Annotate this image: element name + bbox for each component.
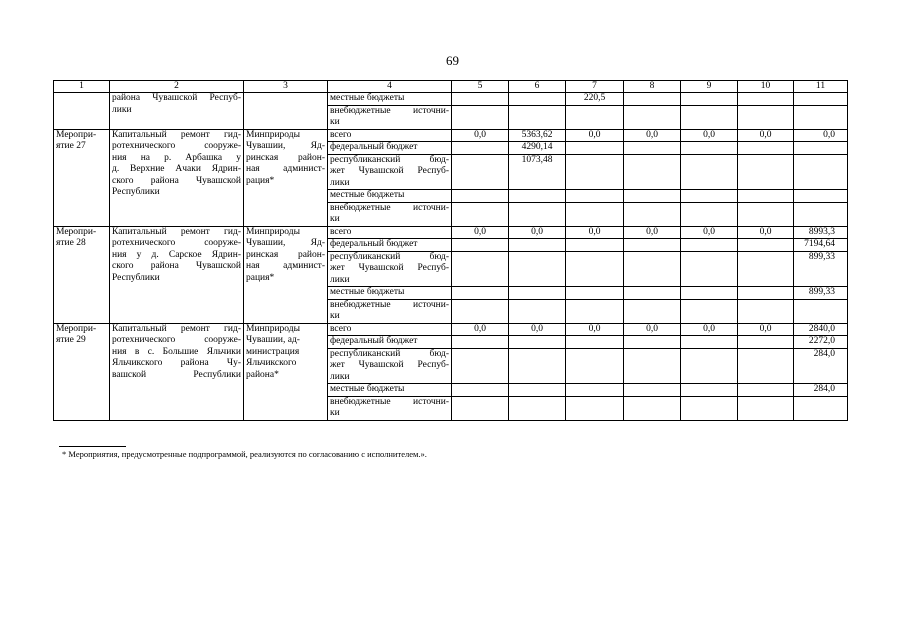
header-cell: 11 bbox=[794, 81, 848, 93]
value-cell bbox=[566, 384, 624, 397]
source-cell: внебюджетные источни- ки bbox=[328, 396, 452, 420]
footnote: * Мероприятия, предусмотренные подпрограммой, реализуются по согласованию с исполнителем.». bbox=[62, 449, 427, 459]
header-cell: 7 bbox=[566, 81, 624, 93]
value-cell: 0,0 bbox=[624, 226, 681, 239]
header-cell: 4 bbox=[328, 81, 452, 93]
header-cell: 9 bbox=[681, 81, 738, 93]
measure-label-cell: Меропри- ятие 29 bbox=[54, 323, 110, 420]
value-cell: 8993,3 bbox=[794, 226, 848, 239]
value-cell bbox=[509, 336, 566, 349]
value-cell bbox=[566, 287, 624, 300]
table-row bbox=[54, 226, 848, 239]
value-cell: 0,0 bbox=[566, 226, 624, 239]
value-cell: 0,0 bbox=[509, 323, 566, 336]
value-cell bbox=[452, 239, 509, 252]
value-cell bbox=[452, 93, 509, 106]
table-row bbox=[54, 129, 848, 142]
value-cell bbox=[624, 336, 681, 349]
value-cell bbox=[624, 142, 681, 155]
funding-table bbox=[53, 80, 848, 421]
value-cell bbox=[624, 154, 681, 190]
value-cell bbox=[738, 336, 794, 349]
header-cell: 2 bbox=[110, 81, 244, 93]
value-cell bbox=[794, 154, 848, 190]
value-cell bbox=[681, 396, 738, 420]
value-cell bbox=[566, 142, 624, 155]
source-cell: местные бюджеты bbox=[328, 287, 452, 300]
header-cell: 5 bbox=[452, 81, 509, 93]
source-cell: внебюджетные источни- ки bbox=[328, 299, 452, 323]
value-cell bbox=[452, 190, 509, 203]
executor-cell: Минприроды Чувашии, Яд- ринская район- ная админист- рация* bbox=[244, 129, 328, 226]
value-cell bbox=[794, 190, 848, 203]
value-cell bbox=[509, 396, 566, 420]
value-cell bbox=[452, 336, 509, 349]
value-cell bbox=[566, 348, 624, 384]
value-cell bbox=[624, 105, 681, 129]
value-cell bbox=[738, 384, 794, 397]
value-cell bbox=[509, 105, 566, 129]
value-cell bbox=[509, 202, 566, 226]
value-cell: 1073,48 bbox=[509, 154, 566, 190]
source-cell: республиканский бюд- жет Чувашской Респуб- лики bbox=[328, 154, 452, 190]
source-cell: внебюджетные источни- ки bbox=[328, 202, 452, 226]
value-cell: 0,0 bbox=[681, 323, 738, 336]
executor-cell: Минприроды Чувашии, ад- министрация Яльчикского района* bbox=[244, 323, 328, 420]
table-row bbox=[54, 323, 848, 336]
value-cell: 0,0 bbox=[624, 129, 681, 142]
table-row bbox=[54, 93, 848, 106]
value-cell bbox=[681, 202, 738, 226]
value-cell bbox=[794, 93, 848, 106]
header-cell: 8 bbox=[624, 81, 681, 93]
value-cell bbox=[509, 348, 566, 384]
value-cell bbox=[738, 299, 794, 323]
value-cell bbox=[681, 287, 738, 300]
source-cell: всего bbox=[328, 323, 452, 336]
value-cell: 0,0 bbox=[794, 129, 848, 142]
value-cell bbox=[624, 239, 681, 252]
value-cell bbox=[452, 396, 509, 420]
header-cell: 10 bbox=[738, 81, 794, 93]
value-cell bbox=[624, 202, 681, 226]
value-cell bbox=[452, 202, 509, 226]
source-cell: федеральный бюджет bbox=[328, 239, 452, 252]
value-cell bbox=[509, 287, 566, 300]
value-cell bbox=[681, 251, 738, 287]
value-cell: 0,0 bbox=[452, 129, 509, 142]
value-cell bbox=[794, 105, 848, 129]
source-cell: федеральный бюджет bbox=[328, 336, 452, 349]
value-cell: 0,0 bbox=[509, 226, 566, 239]
value-cell bbox=[681, 190, 738, 203]
value-cell bbox=[509, 93, 566, 106]
source-cell: внебюджетные источни- ки bbox=[328, 105, 452, 129]
value-cell bbox=[738, 251, 794, 287]
measure-name-cell: района Чувашской Респуб- лики bbox=[110, 93, 244, 130]
value-cell bbox=[566, 299, 624, 323]
value-cell: 0,0 bbox=[681, 129, 738, 142]
value-cell bbox=[738, 202, 794, 226]
value-cell: 0,0 bbox=[452, 323, 509, 336]
measure-name-cell: Капитальный ремонт гид- ротехнического сооруже- ния на р. Арбашка у д. Верхние Ачаки Ядрин- ского района Чувашской Республики bbox=[110, 129, 244, 226]
value-cell bbox=[566, 396, 624, 420]
value-cell bbox=[566, 190, 624, 203]
source-cell: всего bbox=[328, 226, 452, 239]
value-cell bbox=[509, 251, 566, 287]
value-cell: 0,0 bbox=[624, 323, 681, 336]
value-cell bbox=[738, 93, 794, 106]
measure-name-cell: Капитальный ремонт гид- ротехнического сооруже- ния в с. Большие Яльчики Яльчикского района Чу- вашской Республики bbox=[110, 323, 244, 420]
measure-name-cell: Капитальный ремонт гид- ротехнического сооруже- ния у д. Сарское Ядрин- ского района Чувашской Республики bbox=[110, 226, 244, 323]
page-number: 69 bbox=[446, 53, 459, 68]
value-cell: 220,5 bbox=[566, 93, 624, 106]
value-cell: 0,0 bbox=[452, 226, 509, 239]
source-cell: местные бюджеты bbox=[328, 190, 452, 203]
source-cell: республиканский бюд- жет Чувашской Респуб- лики bbox=[328, 251, 452, 287]
value-cell bbox=[566, 202, 624, 226]
value-cell: 7194,64 bbox=[794, 239, 848, 252]
value-cell bbox=[624, 384, 681, 397]
value-cell bbox=[566, 336, 624, 349]
value-cell: 899,33 bbox=[794, 251, 848, 287]
value-cell bbox=[566, 105, 624, 129]
value-cell bbox=[681, 384, 738, 397]
source-cell: федеральный бюджет bbox=[328, 142, 452, 155]
value-cell bbox=[681, 299, 738, 323]
value-cell bbox=[738, 142, 794, 155]
value-cell: 0,0 bbox=[566, 323, 624, 336]
value-cell bbox=[566, 251, 624, 287]
value-cell bbox=[738, 105, 794, 129]
value-cell bbox=[794, 142, 848, 155]
value-cell bbox=[681, 348, 738, 384]
value-cell bbox=[452, 251, 509, 287]
source-cell: местные бюджеты bbox=[328, 384, 452, 397]
value-cell: 5363,62 bbox=[509, 129, 566, 142]
value-cell bbox=[738, 190, 794, 203]
value-cell bbox=[681, 336, 738, 349]
value-cell bbox=[794, 202, 848, 226]
value-cell bbox=[681, 93, 738, 106]
value-cell bbox=[624, 287, 681, 300]
source-cell: местные бюджеты bbox=[328, 93, 452, 106]
value-cell: 0,0 bbox=[738, 129, 794, 142]
value-cell bbox=[794, 396, 848, 420]
value-cell bbox=[452, 142, 509, 155]
value-cell bbox=[509, 299, 566, 323]
value-cell bbox=[624, 93, 681, 106]
value-cell bbox=[566, 154, 624, 190]
value-cell: 0,0 bbox=[681, 226, 738, 239]
value-cell bbox=[624, 299, 681, 323]
footnote-divider bbox=[59, 446, 126, 447]
executor-cell bbox=[244, 93, 328, 130]
value-cell: 2840,0 bbox=[794, 323, 848, 336]
header-row bbox=[54, 81, 848, 93]
value-cell bbox=[681, 239, 738, 252]
executor-cell: Минприроды Чувашии, Яд- ринская район- ная админист- рация* bbox=[244, 226, 328, 323]
value-cell bbox=[738, 396, 794, 420]
value-cell bbox=[738, 287, 794, 300]
source-cell: всего bbox=[328, 129, 452, 142]
value-cell bbox=[452, 105, 509, 129]
value-cell bbox=[738, 348, 794, 384]
value-cell: 0,0 bbox=[566, 129, 624, 142]
value-cell bbox=[452, 287, 509, 300]
measure-label-cell bbox=[54, 93, 110, 130]
source-cell: республиканский бюд- жет Чувашской Респуб- лики bbox=[328, 348, 452, 384]
value-cell bbox=[681, 105, 738, 129]
value-cell: 4290,14 bbox=[509, 142, 566, 155]
value-cell bbox=[681, 142, 738, 155]
value-cell bbox=[566, 239, 624, 252]
value-cell bbox=[452, 299, 509, 323]
header-cell: 1 bbox=[54, 81, 110, 93]
value-cell: 284,0 bbox=[794, 384, 848, 397]
value-cell bbox=[624, 251, 681, 287]
value-cell bbox=[738, 154, 794, 190]
measure-label-cell: Меропри- ятие 27 bbox=[54, 129, 110, 226]
value-cell bbox=[509, 384, 566, 397]
value-cell: 0,0 bbox=[738, 323, 794, 336]
header-cell: 6 bbox=[509, 81, 566, 93]
value-cell bbox=[452, 384, 509, 397]
header-cell: 3 bbox=[244, 81, 328, 93]
value-cell bbox=[624, 348, 681, 384]
measure-label-cell: Меропри- ятие 28 bbox=[54, 226, 110, 323]
value-cell bbox=[624, 396, 681, 420]
value-cell: 284,0 bbox=[794, 348, 848, 384]
value-cell bbox=[624, 190, 681, 203]
value-cell bbox=[681, 154, 738, 190]
value-cell bbox=[738, 239, 794, 252]
value-cell: 0,0 bbox=[738, 226, 794, 239]
value-cell bbox=[794, 299, 848, 323]
value-cell bbox=[509, 190, 566, 203]
value-cell: 899,33 bbox=[794, 287, 848, 300]
value-cell: 2272,0 bbox=[794, 336, 848, 349]
value-cell bbox=[452, 348, 509, 384]
value-cell bbox=[452, 154, 509, 190]
value-cell bbox=[509, 239, 566, 252]
